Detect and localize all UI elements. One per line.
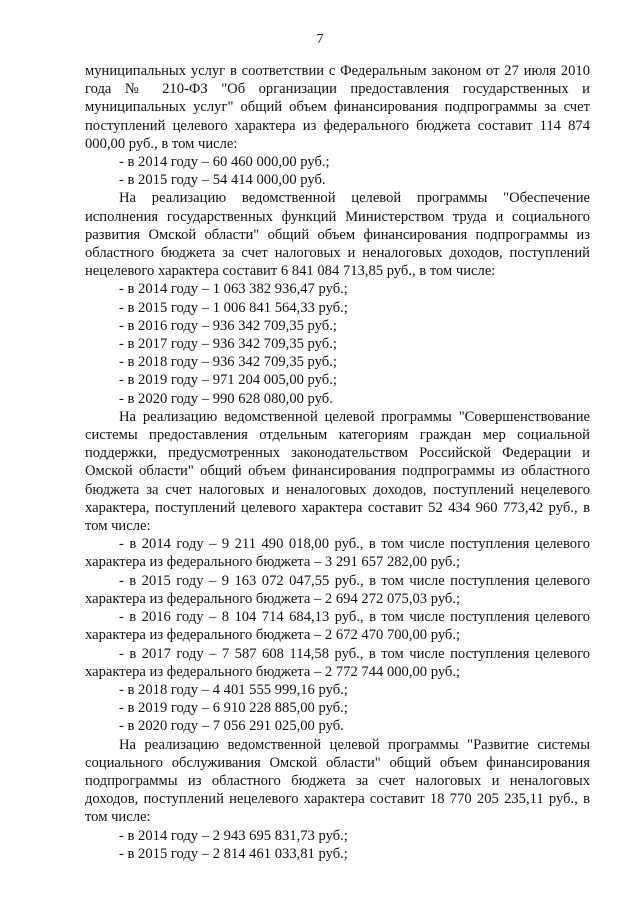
document-body <box>85 62 590 863</box>
page-number: 7 <box>316 32 324 47</box>
paragraph-state-functions-program: На реализацию ведомственной целевой программы "Обеспечение исполнения государственных функций Министерством труда и социального развития Омской области" общий объем финансирования подпрограммы из областного бюджета за счет налоговых и неналоговых доходов, поступлений нецелевого характера составит 6 841 084 713,85 руб., в том числе: <box>85 190 590 280</box>
list-item: - в 2019 году – 971 204 005,00 руб.; <box>119 372 337 389</box>
paragraph-federal-law-funding: муниципальных услуг в соответствии с Федеральным законом от 27 июля 2010 года № 210-ФЗ "Об организации предоставления государственных и муниципальных услуг" общий объем финансирования подпрограммы за счет поступлений целевого характера из федерального бюджета составит 114 874 000,00 руб., в том числе: <box>85 63 590 152</box>
list-item: - в 2015 году – 1 006 841 564,33 руб.; <box>119 299 348 316</box>
list-item: - в 2020 году – 7 056 291 025,00 руб. <box>119 718 344 735</box>
list-item: - в 2020 году – 990 628 080,00 руб. <box>119 390 333 407</box>
paragraph-social-support-program: На реализацию ведомственной целевой программы "Совершенствование системы предоставления отдельным категориям граждан мер социальной поддержки, предусмотренных законодательством Российской Федерации и Омской области" общий объем финансирования подпрограммы из областного бюджета за счет налоговых и неналоговых доходов, поступлений нецелевого характера, поступлений целевого характера составит 52 434 960 773,42 руб., в том числе: <box>85 408 590 535</box>
paragraph-social-services-program: На реализацию ведомственной целевой программы "Развитие системы социального обслуживания Омской области" общий объем финансирования подпрограммы из областного бюджета за счет налоговых и неналоговых доходов, поступлений нецелевого характера составит 18 770 205 235,11 руб., в том числе: <box>85 736 590 826</box>
list-item: - в 2014 году – 60 460 000,00 руб.; <box>119 154 330 171</box>
list-item: - в 2015 году – 54 414 000,00 руб. <box>119 172 326 189</box>
list-item: - в 2018 году – 936 342 709,35 руб.; <box>119 354 337 371</box>
list-item: - в 2014 году – 1 063 382 936,47 руб.; <box>119 281 348 298</box>
list-item: - в 2019 году – 6 910 228 885,00 руб.; <box>119 700 348 717</box>
list-item: - в 2017 году – 936 342 709,35 руб.; <box>119 336 337 353</box>
list-item: - в 2016 году – 8 104 714 684,13 руб., в том числе поступления целевого характера из федерального бюджета – 2 672 470 700,00 руб.; <box>85 609 590 644</box>
list-item: - в 2017 году – 7 587 608 114,58 руб., в том числе поступления целевого характера из федерального бюджета – 2 772 744 000,00 руб.; <box>85 645 590 680</box>
list-item: - в 2018 году – 4 401 555 999,16 руб.; <box>119 681 348 698</box>
list-item: - в 2016 году – 936 342 709,35 руб.; <box>119 317 337 334</box>
list-item: - в 2015 году – 2 814 461 033,81 руб.; <box>119 845 348 862</box>
list-item: - в 2015 году – 9 163 072 047,55 руб., в том числе поступления целевого характера из федерального бюджета – 2 694 272 075,03 руб.; <box>85 572 590 607</box>
list-item: - в 2014 году – 9 211 490 018,00 руб., в том числе поступления целевого характера из федерального бюджета – 3 291 657 282,00 руб.; <box>85 536 590 571</box>
list-item: - в 2014 году – 2 943 695 831,73 руб.; <box>119 827 348 844</box>
